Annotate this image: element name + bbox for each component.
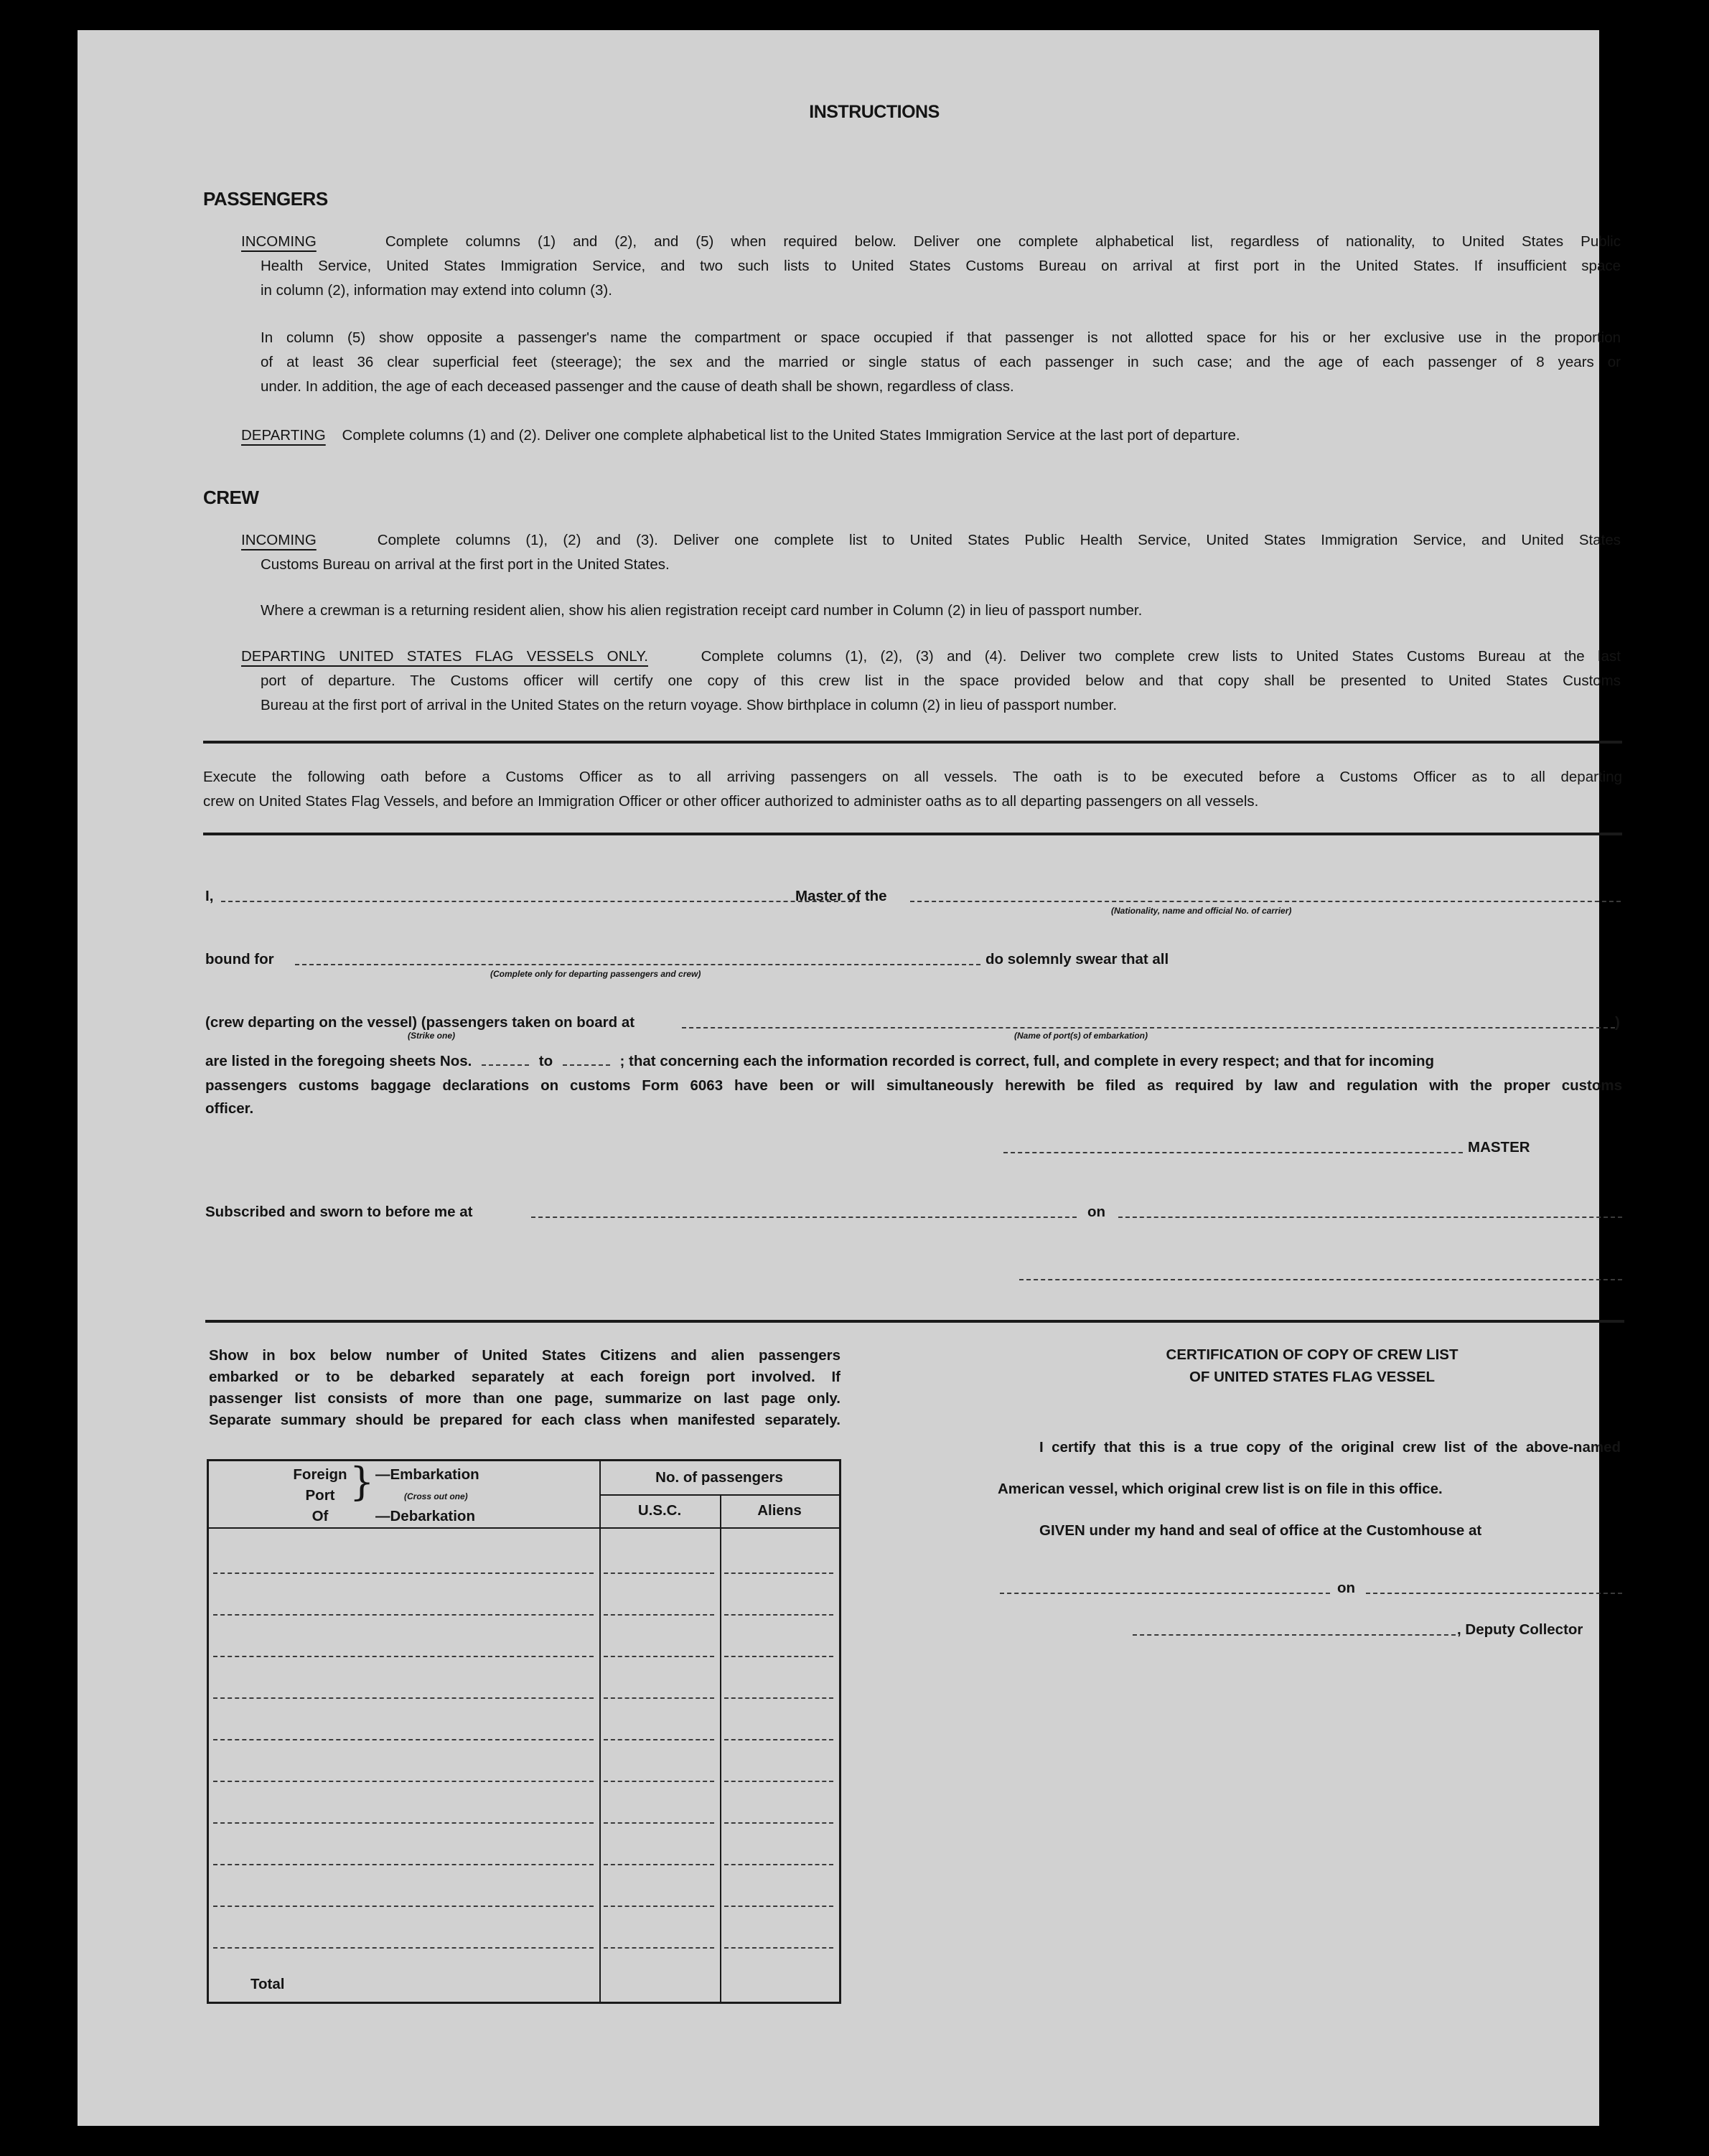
sheets-line1: are listed in the foregoing sheets Nos. to ; that concerning each the information recorded is correct, full, and complete in every respect; and that for incoming	[205, 1053, 1435, 1069]
section-divider	[205, 1320, 1624, 1323]
passengers-departing-label: DEPARTING	[241, 427, 326, 444]
crew-passengers-label: (crew departing on the vessel) (passengers taken on board at	[205, 1014, 635, 1031]
debarkation-label[interactable]: —Debarkation	[375, 1508, 475, 1524]
page-title: INSTRUCTIONS	[809, 102, 940, 122]
summary-line4: Separate summary should be prepared for each class when manifested separately.	[209, 1412, 841, 1428]
crew-heading: CREW	[203, 487, 259, 508]
crew-resident-alien: Where a crewman is a returning resident alien, show his alien registration receipt card number in Column (2) in lieu of passport number.	[261, 602, 1143, 619]
summary-line1: Show in box below number of United States Citizens and alien passengers	[209, 1347, 841, 1364]
master-of-the-label: Master of the	[795, 888, 887, 904]
passengers-heading: PASSENGERS	[203, 188, 328, 210]
summary-line2: embarked or to be debarked separately at each foreign port involved. If	[209, 1369, 841, 1385]
master-signature-field[interactable]	[1003, 1152, 1463, 1153]
master-name-field[interactable]	[221, 901, 860, 902]
close-paren: )	[1615, 1014, 1620, 1031]
summary-entry-line[interactable]	[604, 1864, 714, 1865]
summary-entry-line[interactable]	[213, 1781, 594, 1782]
column5-line3: under. In addition, the age of each deceased passenger and the cause of death shall be shown, regardless of class.	[261, 378, 1014, 395]
column5-line2: of at least 36 clear superficial feet (steerage); the sex and the married or single status of each passenger in such case; and the age of each passenger of 8 years or	[261, 354, 1621, 370]
summary-entry-line[interactable]	[724, 1947, 833, 1949]
form-page	[78, 30, 1622, 2126]
aliens-header: Aliens	[757, 1502, 802, 1519]
certification-title-line1: CERTIFICATION OF COPY OF CREW LIST	[1166, 1346, 1458, 1363]
port-label: Port	[305, 1487, 335, 1504]
summary-entry-line[interactable]	[604, 1906, 714, 1907]
of-label: Of	[312, 1508, 329, 1524]
sheet-to-field[interactable]	[563, 1064, 610, 1066]
bound-for-label: bound for	[205, 951, 274, 967]
summary-entry-line[interactable]	[604, 1573, 714, 1574]
summary-entry-line[interactable]	[604, 1947, 714, 1949]
oath-i-label: I,	[205, 888, 214, 904]
passengers-incoming-label: INCOMING	[241, 233, 317, 250]
passengers-incoming-line1: INCOMING Complete columns (1) and (2), and (5) when required below. Deliver one complete alphabetical list, regardless of nationality, to United States Public	[241, 233, 1621, 250]
sworn-date-field[interactable]	[1118, 1217, 1622, 1218]
oath-note-line1: Execute the following oath before a Customs Officer as to all arriving passengers on all vessels. The oath is to be executed before a Customs Officer as to all departing	[203, 769, 1622, 785]
sheet-from-field[interactable]	[482, 1064, 529, 1066]
strike-one-hint: (Strike one)	[408, 1031, 456, 1041]
foreign-label: Foreign	[293, 1466, 347, 1483]
customhouse-field[interactable]	[1000, 1593, 1330, 1594]
embarkation-port-field[interactable]	[682, 1027, 1615, 1028]
sheets-line3: officer.	[205, 1100, 254, 1117]
master-label: MASTER	[1468, 1139, 1530, 1156]
summary-entry-line[interactable]	[724, 1614, 833, 1616]
carrier-field[interactable]	[910, 901, 1621, 902]
sworn-on-label: on	[1087, 1204, 1106, 1220]
sworn-place-field[interactable]	[531, 1217, 1077, 1218]
summary-entry-line[interactable]	[724, 1864, 833, 1865]
certification-line1: I certify that this is a true copy of the original crew list of the above-named	[1039, 1439, 1621, 1456]
passengers-incoming-line2: Health Service, United States Immigration Service, and two such lists to United States Customs Bureau on arrival at first port in the United States. If insufficient space	[261, 258, 1621, 274]
summary-entry-line[interactable]	[213, 1947, 594, 1949]
summary-entry-line[interactable]	[724, 1781, 833, 1782]
deputy-signature-field[interactable]	[1133, 1634, 1456, 1636]
subscribed-label: Subscribed and sworn to before me at	[205, 1204, 473, 1220]
summary-entry-line[interactable]	[724, 1906, 833, 1907]
summary-entry-line[interactable]	[724, 1822, 833, 1824]
bound-for-field[interactable]	[295, 964, 980, 965]
summary-entry-line[interactable]	[604, 1739, 714, 1740]
summary-entry-line[interactable]	[213, 1906, 594, 1907]
summary-entry-line[interactable]	[604, 1822, 714, 1824]
usc-header: U.S.C.	[637, 1502, 682, 1519]
certification-date-field[interactable]	[1366, 1593, 1622, 1594]
port-hint: (Name of port(s) of embarkation)	[1014, 1031, 1148, 1041]
brace-mark: }	[350, 1459, 375, 1504]
section-divider	[203, 833, 1622, 835]
bound-for-hint: (Complete only for departing passengers and crew)	[490, 969, 701, 979]
total-label: Total	[251, 1976, 285, 1992]
crew-incoming-line1: INCOMING Complete columns (1), (2) and (3). Deliver one complete list to United States Public Health Service, United States Immigration Service, and United States	[241, 532, 1621, 548]
crew-departing-line3: Bureau at the first port of arrival in the United States on the return voyage. Show birthplace in column (2) in lieu of passport number.	[261, 697, 1118, 713]
summary-entry-line[interactable]	[213, 1739, 594, 1740]
embarkation-label[interactable]: —Embarkation	[375, 1466, 479, 1483]
summary-entry-line[interactable]	[604, 1781, 714, 1782]
summary-entry-line[interactable]	[604, 1656, 714, 1657]
crew-departing-line2: port of departure. The Customs officer will certify one copy of this crew list in the space provided below and that copy shall be presented to United States Customs	[261, 672, 1621, 689]
certification-on-label: on	[1337, 1580, 1356, 1596]
summary-entry-line[interactable]	[213, 1822, 594, 1824]
passengers-incoming-line3: in column (2), information may extend into column (3).	[261, 282, 612, 299]
certification-line3: GIVEN under my hand and seal of office at the Customhouse at	[1039, 1522, 1482, 1539]
certification-line2: American vessel, which original crew list is on file in this office.	[998, 1481, 1443, 1497]
summary-entry-line[interactable]	[604, 1614, 714, 1616]
passengers-departing: DEPARTING Complete columns (1) and (2). Deliver one complete alphabetical list to the United States Immigration Service at the last port of departure.	[241, 427, 1240, 444]
section-divider	[203, 741, 1622, 744]
summary-entry-line[interactable]	[724, 1573, 833, 1574]
officer-signature-field[interactable]	[1019, 1279, 1622, 1280]
no-passengers-header: No. of passengers	[655, 1469, 783, 1486]
summary-entry-line[interactable]	[213, 1614, 594, 1616]
summary-entry-line[interactable]	[724, 1739, 833, 1740]
summary-entry-line[interactable]	[724, 1697, 833, 1699]
summary-entry-line[interactable]	[213, 1573, 594, 1574]
deputy-collector-label: , Deputy Collector	[1457, 1621, 1583, 1638]
oath-note-line2: crew on United States Flag Vessels, and before an Immigration Officer or other officer authorized to administer oaths as to all departing passengers on all vessels.	[203, 793, 1259, 810]
summary-entry-line[interactable]	[724, 1656, 833, 1657]
carrier-hint: (Nationality, name and official No. of carrier)	[1111, 906, 1292, 916]
passenger-summary-box	[207, 1459, 841, 2004]
summary-entry-line[interactable]	[604, 1697, 714, 1699]
crew-incoming-line2: Customs Bureau on arrival at the first port in the United States.	[261, 556, 670, 573]
summary-entry-line[interactable]	[213, 1864, 594, 1865]
swear-label: do solemnly swear that all	[985, 951, 1169, 967]
cross-out-hint: (Cross out one)	[404, 1491, 468, 1501]
summary-entry-line[interactable]	[213, 1697, 594, 1699]
summary-entry-line[interactable]	[213, 1656, 594, 1657]
summary-line3: passenger list consists of more than one page, summarize on last page only.	[209, 1390, 841, 1407]
crew-incoming-label: INCOMING	[241, 532, 317, 548]
crew-departing-label: DEPARTING UNITED STATES FLAG VESSELS ONLY.	[241, 648, 648, 665]
certification-title-line2: OF UNITED STATES FLAG VESSEL	[1189, 1369, 1436, 1385]
crew-departing-line1: DEPARTING UNITED STATES FLAG VESSELS ONLY. Complete columns (1), (2), (3) and (4). Deliver two complete crew lists to United States Customs Bureau at the last	[241, 648, 1621, 665]
column5-line1: In column (5) show opposite a passenger's name the compartment or space occupied if that passenger is not allotted space for his or her exclusive use in the proportion	[261, 329, 1621, 346]
sheets-line2: passengers customs baggage declarations on customs Form 6063 have been or will simultaneously herewith be filed as required by law and regulation with the proper customs	[205, 1077, 1622, 1094]
